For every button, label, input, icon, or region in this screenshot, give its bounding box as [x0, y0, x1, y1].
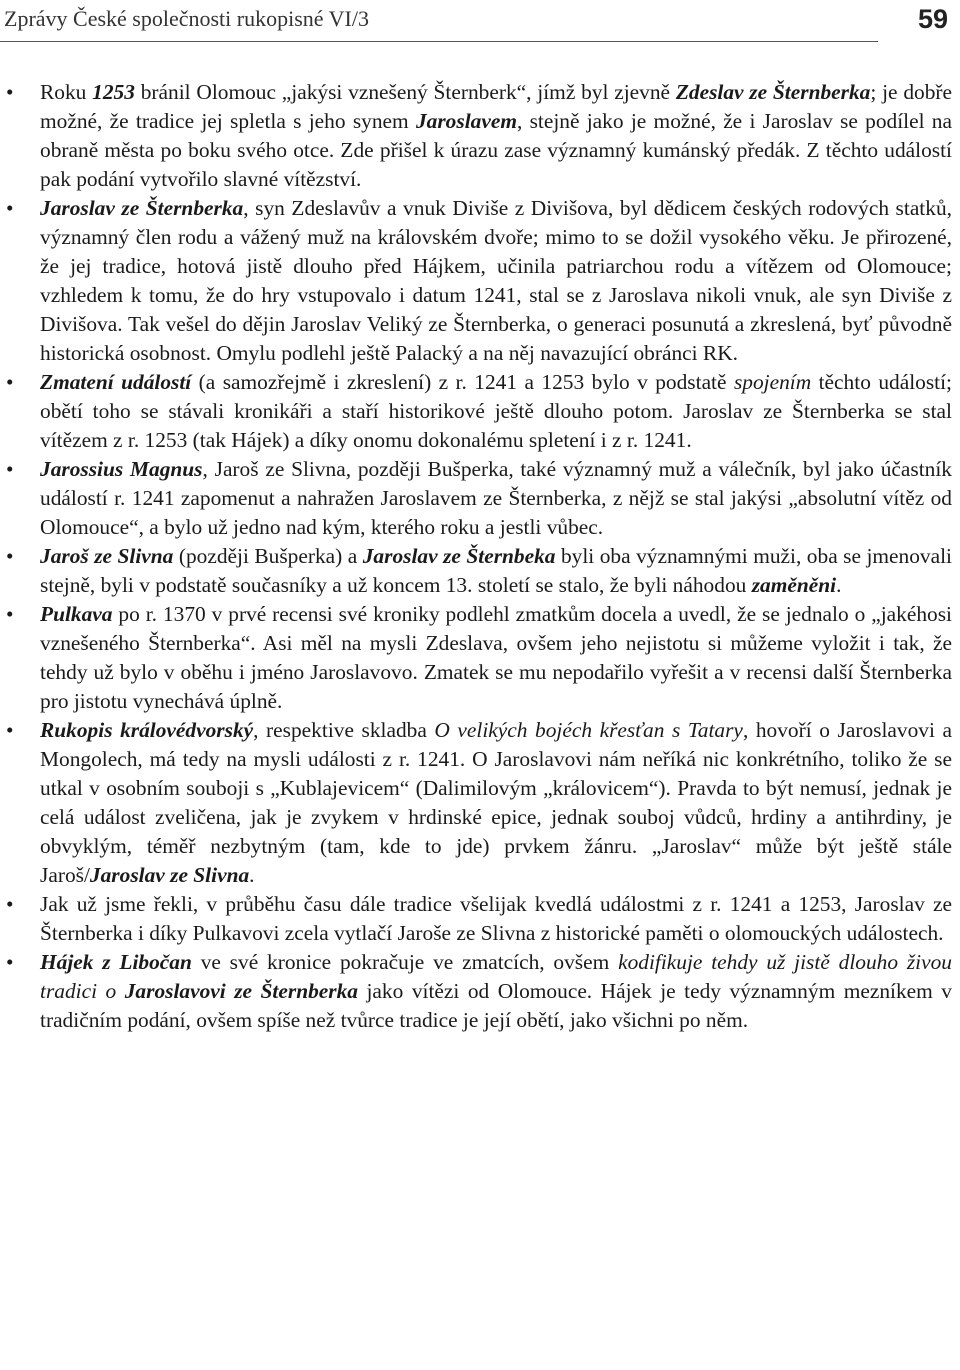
- list-item: [0, 542, 960, 600]
- emphasis-bold-italic: 1253: [92, 80, 135, 104]
- text-run: (a samozřejmě i zkreslení) z r. 1241 a 1253 bylo v podstatě: [191, 370, 734, 394]
- emphasis-italic: spojením: [733, 370, 812, 394]
- emphasis-italic: O velikých bojéch křesťan s Tatary: [434, 718, 743, 742]
- text-run: , syn Zdeslavův a vnuk Diviše z Divišova, byl dědicem českých rodových statků, významný člen rodu a vážený muž na královském dvoře; mimo to se dožil vysokého věku. Je přirozené, že jej tradice, hotová jistě dlouho před Hájkem, učinila patriarchou rodu a vítězem od Olomouce; vzhledem k tomu, že do hry vstupovalo i datum 1241, stal se z Jaroslava nikoli vnuk, ale syn Diviše z Divišova. Tak vešel do dějin Jaroslav Veliký ze Šternberka, o generaci posunutá a zkreslená, byť původně historická osobnost. Omylu podlehl ještě Palacký a na něj navazující obránci RK.: [40, 196, 952, 365]
- emphasis-bold-italic: Jaroslav ze Slivna: [89, 863, 250, 887]
- bullet-icon: •: [6, 950, 14, 974]
- list-item: [0, 600, 960, 716]
- text-run: těchto událostí; obětí toho se stávali kronikáři a staří historikové ještě dlouho potom. Jaroslav ze Šternberka se stal vítězem z r. 1253 (tak Hájek) a díky onomu dokonalému spletení i z r. 1241.: [40, 370, 952, 452]
- text-run: .: [836, 573, 842, 597]
- list-item: [0, 368, 960, 455]
- bullet-icon: •: [6, 718, 14, 742]
- emphasis-bold-italic: zaměněni: [751, 573, 837, 597]
- bullet-icon: •: [6, 544, 14, 568]
- bullet-icon: •: [6, 457, 14, 481]
- page-number: 59: [917, 4, 948, 34]
- list-item: [0, 890, 960, 948]
- bullet-icon: •: [6, 892, 14, 916]
- emphasis-italic: kodifikuje tehdy už jistě dlouho živou tradici o: [40, 950, 952, 1003]
- bullet-icon: •: [6, 602, 14, 626]
- list-item: [0, 716, 960, 890]
- text-run: byli oba významnými muži, oba se jmenovali stejně, byli v podstatě současníky a už koncem 13. století se stalo, že byli náhodou: [40, 544, 952, 597]
- header-rule: [0, 41, 878, 42]
- journal-title: Zprávy České společnosti rukopisné VI/3: [4, 6, 369, 31]
- emphasis-bold-italic: Jarossius Magnus: [40, 457, 203, 481]
- list-item: [0, 455, 960, 542]
- text-run: ; je dobře možné, že tradice jej spletla s jeho synem: [40, 80, 953, 133]
- text-run: po r. 1370 v prvé recensi své kroniky podlehl zmatkům docela a uvedl, že se jednalo o „jakéhosi vznešeného Šternberka“. Asi měl na mysli Zdeslava, ovšem jeho nejistotu si můžeme vyložit i tak, že tehdy už bylo v oběhu i jméno Jaroslavovo. Zmatek se mu nepodařilo vyřešit a v recensi další Šternberka pro jistotu vynechává úplně.: [40, 602, 952, 713]
- text-run: Jak už jsme řekli, v průběhu času dále tradice všelijak kvedlá událostmi z r. 1241 a 1253, Jaroslav ze Šternberka i díky Pulkavovi zcela vytlačí Jaroše ze Slivna z historické paměti o olomouckých událostech.: [40, 892, 952, 945]
- emphasis-bold-italic: Zmatení událostí: [40, 370, 192, 394]
- emphasis-bold-italic: Jaroš ze Slivna: [40, 544, 174, 568]
- text-run: jako vítězi od Olomouce. Hájek je tedy významným mezníkem v tradičním podání, ovšem spíše než tvůrce tradice je její obětí, jako všichni po něm.: [40, 979, 952, 1032]
- emphasis-bold-italic: Jaroslavem: [415, 109, 517, 133]
- text-run: , Jaroš ze Slivna, později Bušperka, také významný muž a válečník, byl jako účastník událostí r. 1241 zapomenut a nahražen Jaroslavem ze Šternberka, z nějž se stal jakýsi „absolutní vítěz od Olomouce“, a bylo už jedno nad kým, kterého roku a jestli vůbec.: [40, 457, 952, 539]
- text-run: (později Bušperka) a: [173, 544, 363, 568]
- text-run: Roku: [40, 80, 93, 104]
- emphasis-bold-italic: Jaroslav ze Šternberka: [40, 196, 244, 220]
- text-run: bránil Olomouc „jakýsi vznešený Šternberk“, jímž byl zjevně: [134, 80, 676, 104]
- list-item: [0, 948, 960, 1035]
- emphasis-bold-italic: Zdeslav ze Šternberka: [675, 80, 871, 104]
- text-run: .: [249, 863, 255, 887]
- emphasis-bold-italic: Jaroslav ze Šternbeka: [362, 544, 556, 568]
- emphasis-bold-italic: Rukopis královédvorský: [40, 718, 254, 742]
- bullet-icon: •: [6, 196, 14, 220]
- text-run: , stejně jako je možné, že i Jaroslav se podílel na obraně města po boku svého otce. Zde přišel k úrazu zase významný kumánský předák. Z těchto událostí pak podání vytvořilo slavné vítězství.: [40, 109, 952, 191]
- text-run: , hovoří o Jaroslavovi a Mongolech, má tedy na mysli události z r. 1241. O Jaroslavovi nám neříká nic konkrétního, toliko že se utkal v osobním souboji s „Kublajevicem“ (Dalimilovým „královicem“). Pravda to být nemusí, jednak je celá událost zveličena, jak je zvykem v hrdinské epice, jednak souboj vůdců, hrdiny a antihrdiny, je obvyklým, téměř nezbytným (tam, kde to jde) prvkem žánru. „Jaroslav“ může být ještě stále Jaroš/: [40, 718, 952, 887]
- list-item: [0, 194, 960, 368]
- text-run: , respektive skladba: [253, 718, 435, 742]
- emphasis-bold-italic: Pulkava: [40, 602, 113, 626]
- bullet-icon: •: [6, 80, 14, 104]
- text-run: ve své kronice pokračuje ve zmatcích, ovšem: [191, 950, 619, 974]
- list-item: [0, 78, 960, 194]
- bullet-icon: •: [6, 370, 14, 394]
- emphasis-bold-italic: Hájek z Libočan: [40, 950, 192, 974]
- emphasis-bold-italic: Jaroslavovi ze Šternberka: [124, 979, 358, 1003]
- page-header: [0, 0, 960, 44]
- bullet-list: [0, 78, 960, 1035]
